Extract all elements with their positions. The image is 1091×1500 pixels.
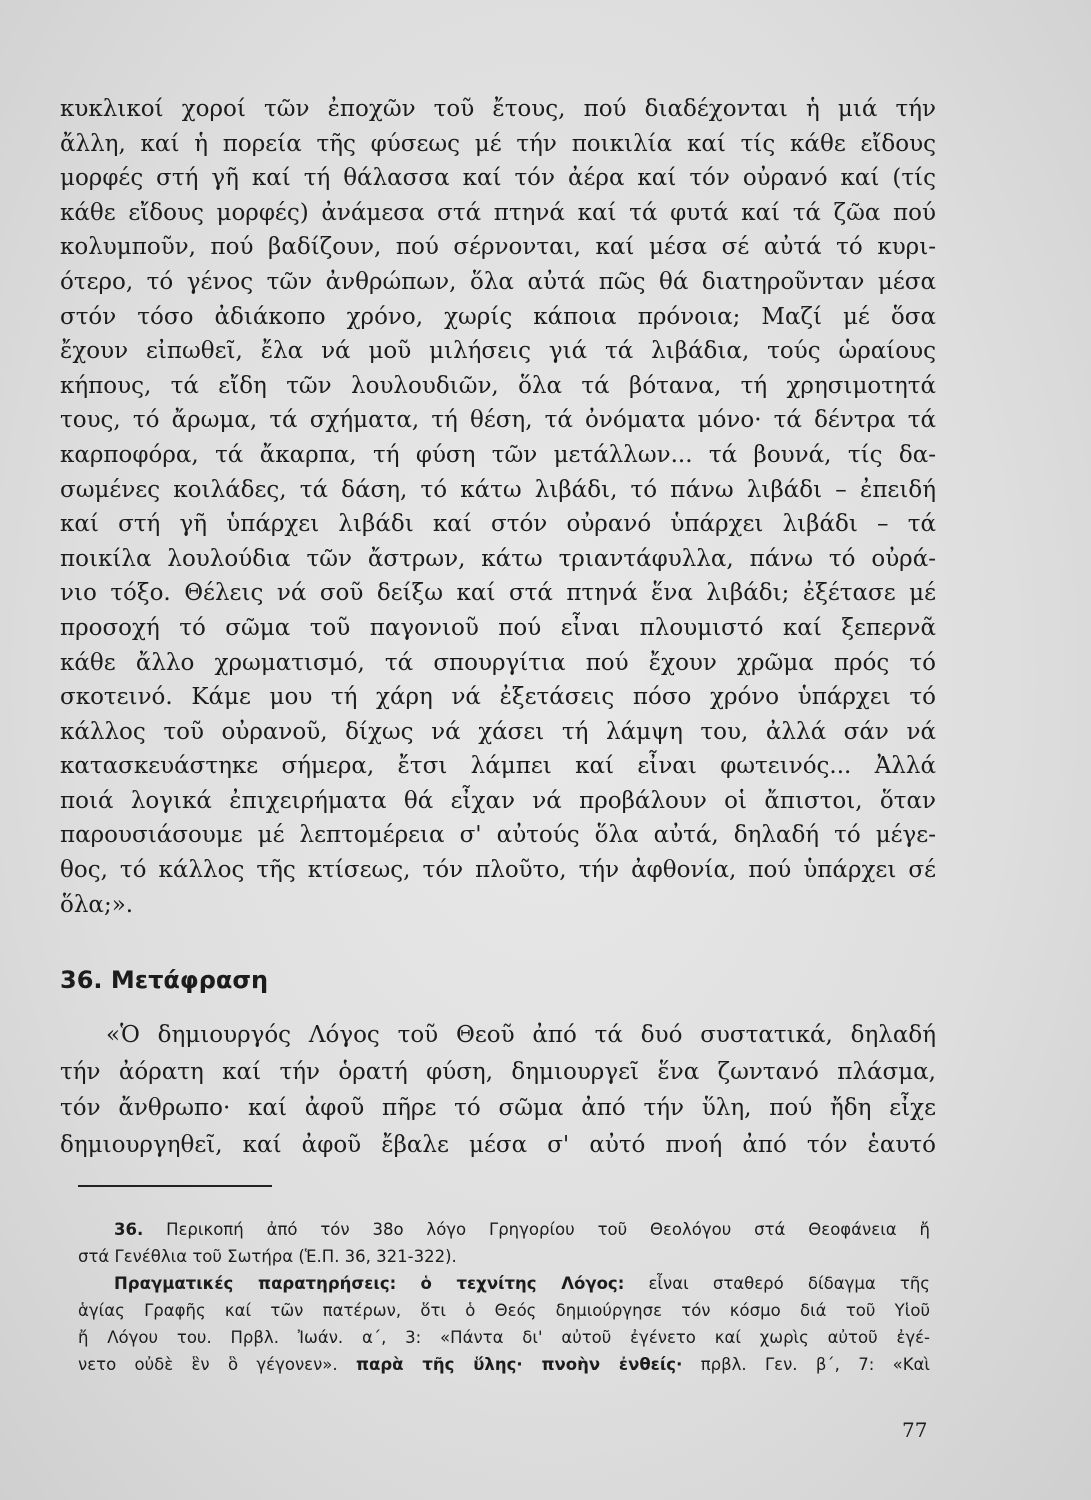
footnote-text: πρβλ. Γεν. β΄, 7: «Καὶ	[700, 1355, 931, 1374]
footnote-line: ἁγίας Γραφῆς καί τῶν πατέρων, ὅτι ὁ Θεός δημιούργησε τόν κόσμο διά τοῦ Υἱοῦ	[78, 1301, 930, 1320]
footnote-divider	[78, 1185, 272, 1187]
text-line: τόν ἄνθρωπο· καί ἀφοῦ πῆρε τό σῶμα ἀπό τήν ὕλη, πού ἤδη εἶχε	[60, 1095, 936, 1121]
text-line: θος, τό κάλλος τῆς κτίσεως, τόν πλοῦτο, τήν ἀφθονία, πού ὑπάρχει σέ	[60, 857, 936, 884]
text-line: ποικίλα λουλούδια τῶν ἄστρων, κάτω τριαντάφυλλα, πάνω τό οὐρά-	[60, 545, 936, 572]
text-line: ποιά λογικά ἐπιχειρήματα θά εἶχαν νά προβάλουν οἱ ἄπιστοι, ὅταν	[60, 787, 936, 814]
translation-text	[60, 1016, 936, 1162]
text-line: νιο τόξο. Θέλεις νά σοῦ δείξω καί στά πτηνά ἕνα λιβάδι; ἐξέτασε μέ	[60, 580, 936, 607]
text-line: δημιουργηθεῖ, καί ἀφοῦ ἔβαλε μέσα σ' αὐτό πνοή ἀπό τόν ἑαυτό	[60, 1131, 936, 1158]
text-line: σωμένες κοιλάδες, τά δάση, τό κάτω λιβάδι, τό πάνω λιβάδι – ἐπειδή	[60, 476, 936, 503]
footnote-text: Περικοπή ἀπό τόν 38ο λόγο Γρηγορίου τοῦ Θεολόγου στά Θεοφάνεια ἤ	[166, 1220, 930, 1239]
remarks-term: ὁ τεχνίτης Λόγος:	[420, 1274, 625, 1293]
text-line: προσοχή τό σῶμα τοῦ παγονιοῦ πού εἶναι πλουμιστό καί ξεπερνᾶ	[60, 614, 936, 641]
footnote-number: 36.	[114, 1220, 144, 1239]
text-line: τήν ἀόρατη καί τήν ὁρατή φύση, δημιουργεῖ ἕνα ζωντανό πλάσμα,	[60, 1058, 936, 1085]
text-line: τους, τό ἄρωμα, τά σχήματα, τή θέση, τά ὀνόματα μόνο· τά δέντρα τά	[60, 407, 936, 434]
text-line: κολυμποῦν, πού βαδίζουν, πού σέρνονται, καί μέσα σέ αὐτά τό κυρι-	[60, 234, 936, 261]
text-line: μορφές στή γῆ καί τή θάλασσα καί τόν ἀέρα καί τόν οὐρανό καί (τίς	[60, 165, 936, 192]
footnote-text: νετο οὐδὲ ἓν ὃ γέγονεν».	[78, 1355, 338, 1374]
footnote-text: εἶναι σταθερό δίδαγμα τῆς	[648, 1274, 930, 1293]
main-text	[60, 92, 936, 922]
text-line: κάλλος τοῦ οὐρανοῦ, δίχως νά χάσει τή λάμψη του, ἀλλά σάν νά	[60, 718, 936, 745]
text-line: παρουσιάσουμε μέ λεπτομέρεια σ' αὐτούς ὅλα αὐτά, δηλαδή τό μέγε-	[60, 822, 936, 849]
text-line: σκοτεινό. Κάμε μου τή χάρη νά ἐξετάσεις πόσο χρόνο ὑπάρχει τό	[60, 684, 936, 711]
footnote-term: παρὰ τῆς ὕλης· πνοὴν ἐνθείς·	[355, 1355, 683, 1374]
text-line: κήπους, τά εἴδη τῶν λουλουδιῶν, ὅλα τά βότανα, τή χρησιμοτητά	[60, 372, 936, 399]
text-line: ὅλα;».	[60, 891, 134, 918]
page-number: 77	[902, 1418, 928, 1442]
text-line: κατασκευάστηκε σήμερα, ἔτσι λάμπει καί εἶναι φωτεινός... Ἀλλά	[60, 753, 936, 780]
text-line: ἄλλη, καί ἡ πορεία τῆς φύσεως μέ τήν ποικιλία καί τίς κάθε εἴδους	[60, 130, 936, 157]
text-line: καρποφόρα, τά ἄκαρπα, τή φύση τῶν μετάλλων... τά βουνά, τίς δα-	[60, 441, 936, 468]
section-heading: 36. Μετάφραση	[60, 966, 269, 994]
text-line: κάθε ἄλλο χρωματισμό, τά σπουργίτια πού ἔχουν χρῶμα πρός τό	[60, 649, 936, 676]
footnote-line: ἤ Λόγου του. Πρβλ. Ἰωάν. α΄, 3: «Πάντα δι' αὐτοῦ ἐγένετο καί χωρὶς αὐτοῦ ἐγέ-	[78, 1328, 930, 1347]
text-line: «Ὁ δημιουργός Λόγος τοῦ Θεοῦ ἀπό τά δυό συστατικά, δηλαδή	[106, 1022, 936, 1048]
footnote-line: στά Γενέθλια τοῦ Σωτήρα (Ἑ.Π. 36, 321-322).	[78, 1247, 457, 1266]
text-line: κάθε εἴδους μορφές) ἀνάμεσα στά πτηνά καί τά φυτά καί τά ζῶα πού	[60, 199, 936, 226]
text-line: καί στή γῆ ὑπάρχει λιβάδι καί στόν οὐρανό ὑπάρχει λιβάδι – τά	[60, 511, 936, 538]
footnote-line	[78, 1270, 930, 1297]
text-line: ότερο, τό γένος τῶν ἀνθρώπων, ὅλα αὐτά πῶς θά διατηροῦνταν μέσα	[60, 268, 936, 295]
footnotes	[78, 1216, 930, 1378]
remarks-label: Πραγματικές παρατηρήσεις:	[114, 1274, 397, 1293]
text-line: στόν τόσο ἀδιάκοπο χρόνο, χωρίς κάποια πρόνοια; Μαζί μέ ὅσα	[60, 303, 936, 330]
footnote-line	[78, 1216, 930, 1243]
text-line: κυκλικοί χοροί τῶν ἐποχῶν τοῦ ἔτους, πού διαδέχονται ἡ μιά τήν	[60, 96, 936, 122]
text-line: ἔχουν εἰπωθεῖ, ἔλα νά μοῦ μιλήσεις γιά τά λιβάδια, τούς ὡραίους	[60, 338, 936, 365]
footnote-line	[78, 1351, 930, 1378]
